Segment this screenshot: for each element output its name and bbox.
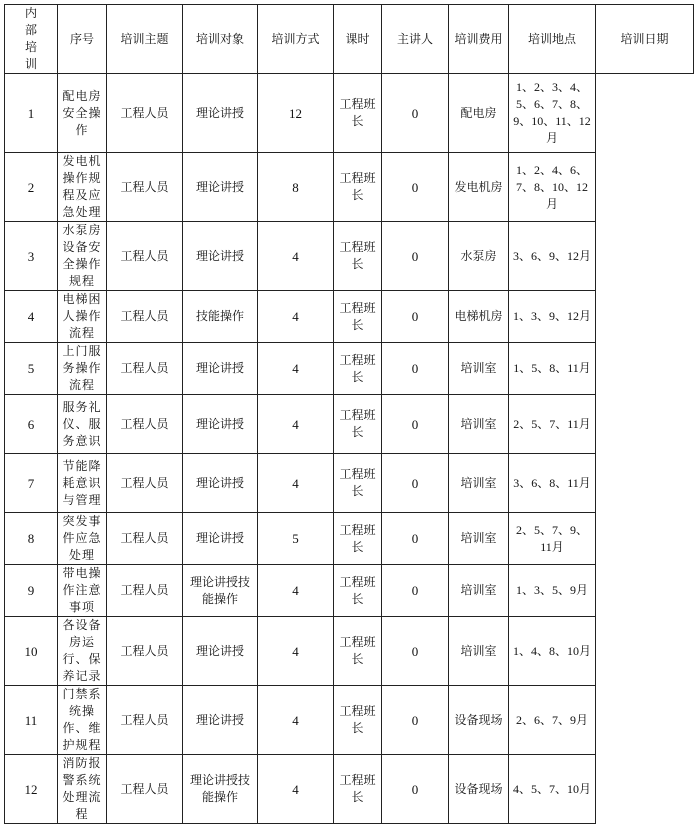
cell-speaker: 工程班长: [334, 755, 382, 824]
cell-place: 培训室: [449, 513, 509, 565]
cell-no: 3: [5, 222, 58, 291]
cell-target: 工程人员: [107, 755, 183, 824]
cell-target: 工程人员: [107, 565, 183, 617]
cell-hours: 8: [258, 153, 334, 222]
cell-dates: 1、3、9、12月: [509, 291, 596, 343]
table-row: [5, 513, 694, 565]
cell-hours: 4: [258, 565, 334, 617]
cell-topic: 电梯困人操作流程: [58, 291, 107, 343]
cell-speaker: 工程班长: [334, 686, 382, 755]
cell-fee: 0: [382, 222, 449, 291]
cell-dates: 1、3、5、9月: [509, 565, 596, 617]
cell-hours: 4: [258, 686, 334, 755]
cell-method: 理论讲授: [183, 343, 258, 395]
training-plan-document: [4, 4, 694, 824]
cell-hours: 12: [258, 74, 334, 153]
cell-dates: 2、5、7、9、 11月: [509, 513, 596, 565]
category-cell: [5, 5, 58, 74]
cell-speaker: 工程班长: [334, 617, 382, 686]
cell-target: 工程人员: [107, 222, 183, 291]
header-row: [5, 5, 694, 74]
cell-dates: 3、6、8、11月: [509, 454, 596, 513]
cell-hours: 4: [258, 291, 334, 343]
cell-dates: 2、5、7、11月: [509, 395, 596, 454]
cell-place: 配电房: [449, 74, 509, 153]
cell-target: 工程人员: [107, 291, 183, 343]
cell-method: 理论讲授: [183, 395, 258, 454]
table-row: [5, 222, 694, 291]
cell-fee: 0: [382, 74, 449, 153]
cell-no: 10: [5, 617, 58, 686]
cell-speaker: 工程班长: [334, 395, 382, 454]
cell-hours: 4: [258, 343, 334, 395]
category-label: 内部培训: [24, 6, 37, 71]
cell-hours: 5: [258, 513, 334, 565]
cell-fee: 0: [382, 513, 449, 565]
cell-topic: 突发事件应急处理: [58, 513, 107, 565]
header-method: 培训方式: [258, 5, 334, 74]
cell-target: 工程人员: [107, 617, 183, 686]
cell-speaker: 工程班长: [334, 454, 382, 513]
cell-speaker: 工程班长: [334, 153, 382, 222]
cell-fee: 0: [382, 755, 449, 824]
table-row: [5, 395, 694, 454]
cell-dates: 3、6、9、12月: [509, 222, 596, 291]
cell-place: 水泵房: [449, 222, 509, 291]
cell-method: 理论讲授技能操作: [183, 755, 258, 824]
cell-no: 7: [5, 454, 58, 513]
cell-target: 工程人员: [107, 395, 183, 454]
cell-method: 技能操作: [183, 291, 258, 343]
cell-method: 理论讲授技能操作: [183, 565, 258, 617]
cell-hours: 4: [258, 755, 334, 824]
cell-topic: 上门服务操作流程: [58, 343, 107, 395]
header-target: 培训对象: [183, 5, 258, 74]
cell-no: 2: [5, 153, 58, 222]
cell-topic: 各设备房运行、保养记录: [58, 617, 107, 686]
table-row: [5, 755, 694, 824]
table-row: [5, 454, 694, 513]
cell-target: 工程人员: [107, 513, 183, 565]
cell-place: 培训室: [449, 565, 509, 617]
cell-place: 电梯机房: [449, 291, 509, 343]
header-no: 序号: [58, 5, 107, 74]
cell-fee: 0: [382, 291, 449, 343]
cell-target: 工程人员: [107, 454, 183, 513]
cell-method: 理论讲授: [183, 74, 258, 153]
cell-fee: 0: [382, 454, 449, 513]
cell-topic: 门禁系统操作、维护规程: [58, 686, 107, 755]
table-row: [5, 74, 694, 153]
cell-place: 培训室: [449, 343, 509, 395]
cell-hours: 4: [258, 454, 334, 513]
cell-speaker: 工程班长: [334, 291, 382, 343]
cell-hours: 4: [258, 617, 334, 686]
header-speaker: 主讲人: [382, 5, 449, 74]
cell-fee: 0: [382, 343, 449, 395]
header-fee: 培训费用: [449, 5, 509, 74]
cell-no: 8: [5, 513, 58, 565]
cell-fee: 0: [382, 565, 449, 617]
cell-place: 发电机房: [449, 153, 509, 222]
cell-target: 工程人员: [107, 343, 183, 395]
cell-method: 理论讲授: [183, 617, 258, 686]
cell-dates: 1、4、8、10月: [509, 617, 596, 686]
cell-fee: 0: [382, 617, 449, 686]
cell-topic: 配电房安全操作: [58, 74, 107, 153]
cell-no: 11: [5, 686, 58, 755]
cell-target: 工程人员: [107, 74, 183, 153]
header-place: 培训地点: [509, 5, 596, 74]
cell-fee: 0: [382, 395, 449, 454]
cell-dates: 4、5、7、10月: [509, 755, 596, 824]
header-hours: 课时: [334, 5, 382, 74]
header-topic: 培训主题: [107, 5, 183, 74]
cell-method: 理论讲授: [183, 686, 258, 755]
cell-speaker: 工程班长: [334, 513, 382, 565]
cell-dates: 1、5、8、11月: [509, 343, 596, 395]
cell-place: 培训室: [449, 454, 509, 513]
cell-target: 工程人员: [107, 686, 183, 755]
cell-speaker: 工程班长: [334, 74, 382, 153]
table-row: [5, 617, 694, 686]
cell-speaker: 工程班长: [334, 222, 382, 291]
cell-method: 理论讲授: [183, 454, 258, 513]
cell-fee: 0: [382, 686, 449, 755]
cell-dates: 2、6、7、9月: [509, 686, 596, 755]
cell-topic: 水泵房设备安全操作规程: [58, 222, 107, 291]
header-dates: 培训日期: [596, 5, 694, 74]
cell-speaker: 工程班长: [334, 343, 382, 395]
cell-no: 12: [5, 755, 58, 824]
cell-hours: 4: [258, 222, 334, 291]
cell-no: 9: [5, 565, 58, 617]
cell-place: 培训室: [449, 395, 509, 454]
cell-no: 5: [5, 343, 58, 395]
cell-place: 培训室: [449, 617, 509, 686]
cell-fee: 0: [382, 153, 449, 222]
cell-method: 理论讲授: [183, 153, 258, 222]
cell-target: 工程人员: [107, 153, 183, 222]
cell-dates: 1、2、4、6、7、8、10、12月: [509, 153, 596, 222]
cell-place: 设备现场: [449, 686, 509, 755]
cell-topic: 带电操作注意事项: [58, 565, 107, 617]
table-row: [5, 343, 694, 395]
cell-method: 理论讲授: [183, 513, 258, 565]
cell-topic: 服务礼仪、服务意识: [58, 395, 107, 454]
table-row: [5, 291, 694, 343]
cell-place: 设备现场: [449, 755, 509, 824]
cell-speaker: 工程班长: [334, 565, 382, 617]
training-plan-table: [4, 4, 694, 824]
table-row: [5, 153, 694, 222]
cell-topic: 消防报警系统处理流程: [58, 755, 107, 824]
table-row: [5, 686, 694, 755]
cell-no: 1: [5, 74, 58, 153]
cell-hours: 4: [258, 395, 334, 454]
cell-no: 4: [5, 291, 58, 343]
cell-topic: 节能降耗意识与管理: [58, 454, 107, 513]
cell-no: 6: [5, 395, 58, 454]
table-row: [5, 565, 694, 617]
cell-dates: 1、2、3、4、5、6、7、8、9、10、11、12月: [509, 74, 596, 153]
cell-topic: 发电机操作规程及应急处理: [58, 153, 107, 222]
cell-method: 理论讲授: [183, 222, 258, 291]
